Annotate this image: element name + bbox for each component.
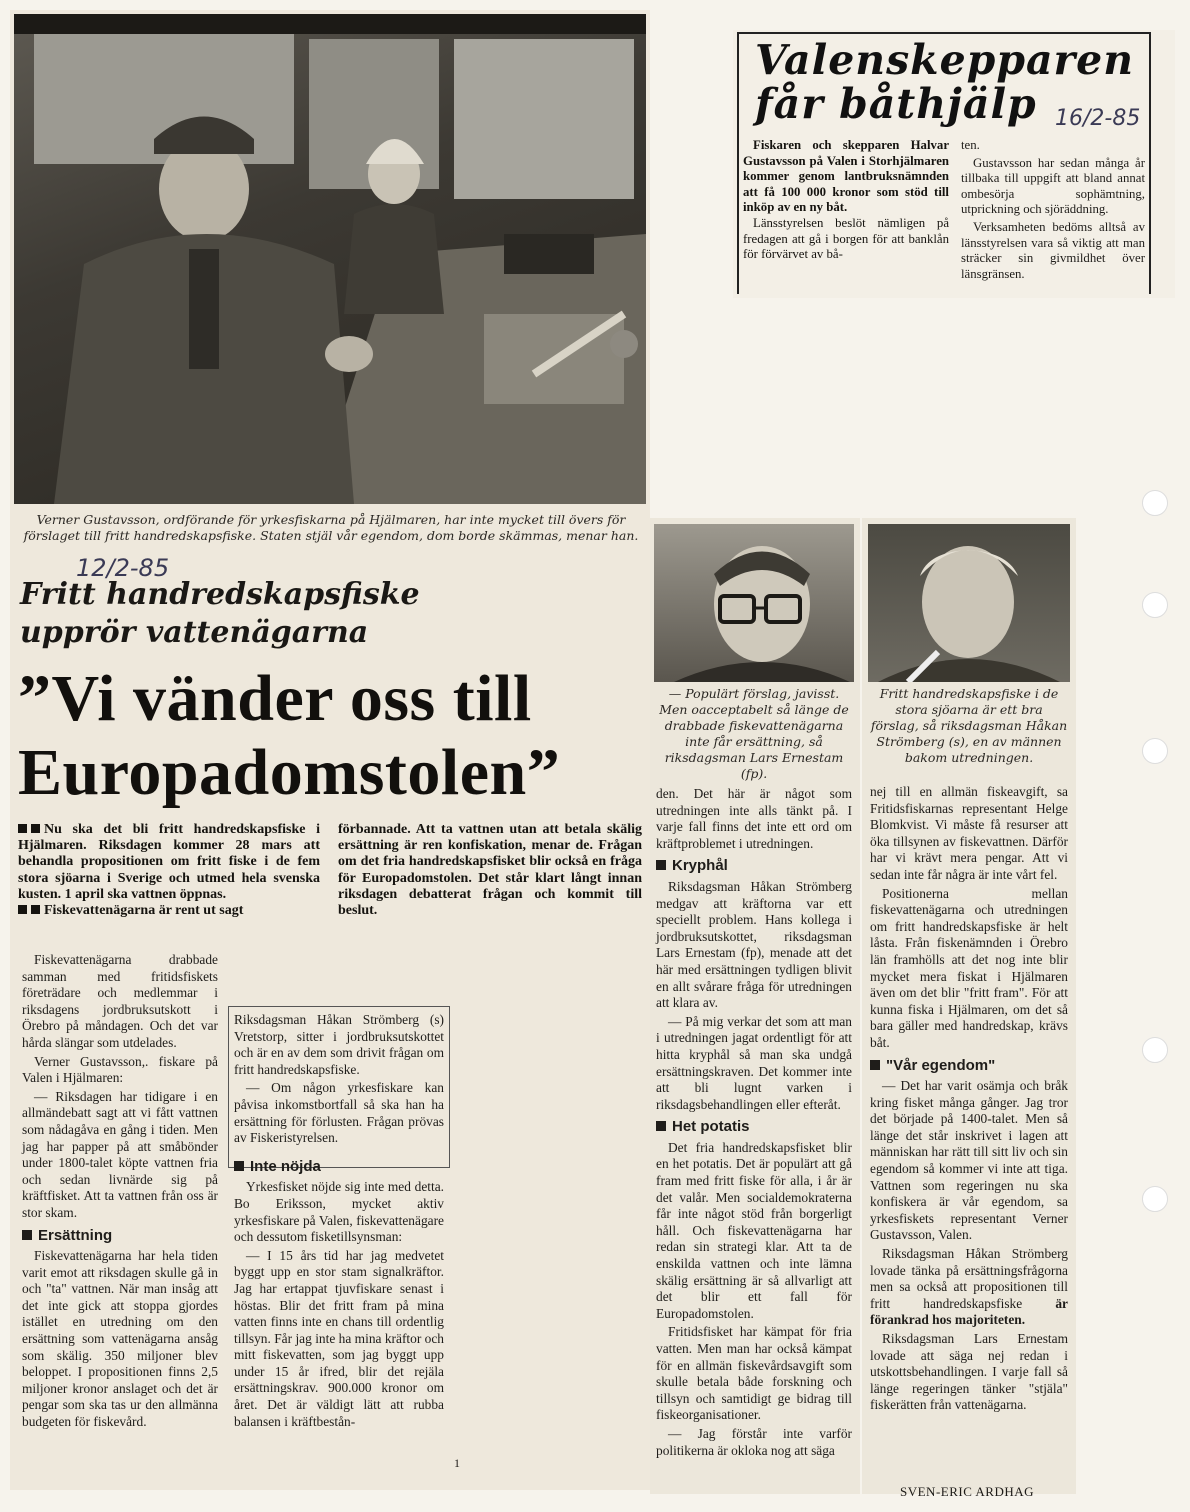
main-photo-caption: Verner Gustavsson, ordförande för yrkesfiskarna på Hjälmaren, har inte mycket till övers för förslaget till fritt handredskapsfiske. Staten stjäl vår egendom, dom borde skämmas, menar han. xyxy=(23,512,639,543)
main-photo-art xyxy=(14,14,646,504)
body-col2 xyxy=(234,1012,444,1432)
box-col2-p1: ten. xyxy=(961,138,980,152)
box-title-line1: Valenskepparen xyxy=(755,36,1135,84)
portrait-right-photo xyxy=(868,524,1070,682)
box-article-clipping xyxy=(733,30,1175,298)
subhead-ersattning-text: Ersättning xyxy=(38,1226,113,1244)
box-date-note: 16/2-85 xyxy=(1055,106,1141,131)
col2-p4: — I 15 års tid har jag medvetet byggt upp en stor stam signalkräftor. Jag har ertappat tjuvfiskare senast i höstas. Blir det fritt fram på mina vatten finns inte en chans till ordentlig tillsyn. Får jag inte ha mina kräftor och mitt fiskevatten, som jag byggt upp under 15 år ifred, blir det rejäla ersättningskrav. 900.000 kronor om året. Det är väldigt lätt att rubba balansen i kräftbestån- xyxy=(234,1247,444,1429)
punch-hole xyxy=(1142,592,1168,618)
portrait-left-photo xyxy=(654,524,854,682)
bullet-square xyxy=(22,1230,32,1240)
portrait-left-art xyxy=(654,524,854,682)
col4-p4a: Riksdagsman Håkan Strömberg lovade tänka på ersättningsfrågorna men sa också att propositionen till fritt handredskapsfiske xyxy=(870,1246,1068,1311)
headline-line2: Europadomstolen” xyxy=(18,736,561,809)
subhead-inte-nojda-text: Inte nöjda xyxy=(250,1157,321,1175)
portrait-left-caption: — Populärt förslag, javisst. Men oacceptabelt så länge de drabbade fiskevattenägarna inte får ersättning, så riksdagsman Lars Ernestam (fp). xyxy=(659,686,849,781)
col3-p3: — På mig verkar det som att man i utredningen jagat ordentligt för att hitta kryphål så man ska undgå ersättningskraven. Det kommer inte att bli lugnt varken i riksdagsbehandlingen eller efteråt. xyxy=(656,1013,852,1112)
col4-p4 xyxy=(870,1246,1068,1329)
main-date-note: 12/2-85 xyxy=(76,554,170,582)
subhead-het-potatis-text: Het potatis xyxy=(672,1118,750,1136)
col1-p4: Fiskevattenägarna har hela tiden varit emot att riksdagen skulle gå in och "ta" vattnen. När man insåg att det inte gick att stoppa gjordes istället en utredning om den ersättning som vattenägarna ansåg som skälig. 350 miljoner blev beloppet. I propositionen finns 2,5 miljoner kronor anslaget och det är pengar som ska tas ur den allmänna budgeten för fiskevård. xyxy=(22,1248,218,1430)
portrait-right-art xyxy=(868,524,1070,682)
col1-intro: Fiskevattenägarna drabbade samman med fritidsfiskets företrädare och medlemmar i riksdagens jordbruksutskott i Örebro på måndagen. Och det var hårda slängar som utdelades. xyxy=(22,952,218,1050)
body-col1 xyxy=(22,952,218,1433)
box-col2-p2: Gustavsson har sedan många år tillbaka till uppgift att bland annat ombesörja sophämtning, utprickning och sjöräddning. xyxy=(961,155,1145,217)
punch-hole xyxy=(1142,738,1168,764)
box-col2-p3: Verksamheten bedöms alltså av länsstyrelsen vara så viktig att man sträcker sin givmildhet över länsgränsen. xyxy=(961,219,1145,281)
col3-p4: Det fria handredskapsfisket blir en het potatis. Det är populärt att gå fram med fritt fiske för alla, i år är det valår. Men socialdemokraterna får inte något stöd från borgerligt håll. Och fiskevattenägarna har redan sin strategi klar. Att ta de enskilda vattnen och inte lämna skälig ersättning är så allvarligt att det blir ett fall för Europadomstolen. xyxy=(656,1139,852,1321)
punch-hole xyxy=(1142,1186,1168,1212)
lead-text-1: Nu ska det bli fritt handredskapsfiske i Hjälmaren. Riksdagen kommer 28 mars att behandla propositionen om fritt fiske i de fem stora sjöarna i Sverige och utmed hela svenska kusten. 1 april ska vattnen öppnas. xyxy=(18,822,320,902)
col2-p3: Yrkesfisket nöjde sig inte med detta. Bo Eriksson, mycket aktiv yrkesfiskare på Valen, fiskevattenägare och dessutom fisketillsynsman: xyxy=(234,1179,444,1245)
kicker-line1: Fritt handredskapsfiske xyxy=(20,577,420,612)
byline: SVEN-ERIC ARDHAG xyxy=(900,1484,1035,1499)
subhead-kryphal-text: Kryphål xyxy=(672,857,728,875)
subhead-var-egendom xyxy=(870,1058,1068,1075)
col1-p2: Verner Gustavsson,. fiskare på Valen i Hjälmaren: xyxy=(22,1053,218,1086)
kicker-line2: upprör vattenägarna xyxy=(20,615,369,650)
col4-p1: nej till en allmän fiskeavgift, sa Fritidsfiskarnas representant Helge Blomkvist. Vi måste få resurser att öka tillsynen av fiskevattnen. Därför har vi krävt mera pengar. Att vi sedan inte får några är inte vårt fel. xyxy=(870,784,1068,882)
punch-hole xyxy=(1142,490,1168,516)
bullet-square xyxy=(656,860,666,870)
col3-p6: — Jag förstår inte varför politikerna är okloka nog att säga xyxy=(656,1425,852,1458)
col4-p4b: är förankrad hos majoriteten. xyxy=(870,1295,1068,1328)
col2-p2: — Om någon yrkesfiskare kan påvisa inkomstbortfall så ska han ha ersättning för förlusten. Frågan prövas av Fiskeristyrelsen. xyxy=(234,1080,444,1146)
box-col1-p2: Länsstyrelsen beslöt nämligen på fredagen att gå i borgen för att banklån för förvärvet av bå- xyxy=(743,215,949,262)
col3-p5: Fritidsfisket har kämpat för fria vatten. Men man har också kämpat för en allmän fiskevårdsavgift som skulle betala både forskning och tillsyn och samtidigt ge bidrag till fiskeorganisationer. xyxy=(656,1324,852,1423)
lead-col1 xyxy=(18,822,320,919)
subhead-var-egendom-text: "Vår egendom" xyxy=(886,1056,996,1074)
col3-p2: Riksdagsman Håkan Strömberg medgav att kräftorna var ett speciellt problem. Hans kollega i jordbruksutskottet, riksdagsman Lars Ernestam (fp), menade att det här med ersättningen tydligen blivit en allt svårare fråga för utredningen att klara av. xyxy=(656,878,852,1011)
box-title-line2: får båthjälp xyxy=(755,80,1037,128)
body-col4 xyxy=(870,784,1068,1416)
lead-text-3: förbannade. Att ta vattnen utan att betala skälig ersättning är ren konfiskation, menar de. Frågan om det fria handredskapsfisket blir också en fråga för Europadomstolen. Det står klart långt innan riksdagen debatterat frågan och kommit till beslut. xyxy=(338,822,642,919)
lead-col2 xyxy=(338,822,642,919)
bullet-square xyxy=(656,1121,666,1131)
col4-p5: Riksdagsman Lars Ernestam lovade att säga nej redan i utskottsbehandlingen. I varje fall så länge regeringen tänker "stjäla" fiskerätten från vattenägarna. xyxy=(870,1331,1068,1413)
bullet-square xyxy=(31,905,40,914)
bullet-square xyxy=(31,824,40,833)
lead-p2 xyxy=(18,903,320,919)
headline-line1: ”Vi vänder oss till xyxy=(18,662,532,735)
bullet-square xyxy=(18,824,27,833)
box-col1-p1: Fiskaren och skepparen Halvar Gustavsson på Valen i Storhjälmaren kommer genom lantbruksnämnden att få 100 000 kronor som stöd till inköp av en ny båt. xyxy=(743,138,949,215)
col3-p1: den. Det här är något som utredningen inte alls tänkt på. I varje fall finns det inte ett ord om kräftproblemet i utredningen. xyxy=(656,786,852,851)
body-col3 xyxy=(656,786,852,1461)
lead-p1 xyxy=(18,822,320,903)
bullet-square xyxy=(234,1161,244,1171)
punch-hole xyxy=(1142,1037,1168,1063)
main-kicker xyxy=(20,576,420,652)
subhead-inte-nojda xyxy=(234,1159,444,1176)
col1-p3: — Riksdagen har tidigare i en allmändebatt sagt att vi fått vattnen som nådagåva en gång i tiden. Men jag har papper på att småbönder under 1800-talet köpte vattnen fria och sedan livnärde sig på kräftfisket. Att ta vattnen från oss är stor skam. xyxy=(22,1088,218,1220)
bullet-square xyxy=(18,905,27,914)
portrait-right-caption: Fritt handredskapsfiske i de stora sjöarna är ett bra förslag, så riksdagsman Håkan Strömberg (s), en av männen bakom utredningen. xyxy=(870,686,1068,765)
subhead-ersattning xyxy=(22,1228,218,1245)
bullet-square xyxy=(870,1060,880,1070)
box-article-col2 xyxy=(961,138,1145,284)
main-headline xyxy=(18,662,560,810)
lead-text-2: Fiskevattenägarna är rent ut sagt xyxy=(44,903,244,919)
subhead-kryphal xyxy=(656,858,852,875)
page-mark: 1 xyxy=(454,1456,460,1470)
subhead-het-potatis xyxy=(656,1119,852,1136)
col4-p2: Positionerna mellan fiskevattenägarna och utredningen om fritt handredskapsfiske är helt låsta. Från fiskenämnden i Örebro län framhölls att det nog inte blir mycket mera fiskat i Hjälmaren även om det blir "fritt fram". För att kunna fiska i Hjälmaren, om det så bara gäller med handredskap, krävs båt. xyxy=(870,885,1068,1050)
main-photo xyxy=(14,14,646,504)
col2-p1: Riksdagsman Håkan Strömberg (s) Vretstorp, sitter i jordbruksutskottet och är en av dem som drivit frågan om fritt handredskapsfiske. xyxy=(234,1012,444,1077)
col4-p3: — Det har varit osämja och bråk kring fisket många gånger. Jag tror det började på 1400-talet. Men så länge det står inskrivet i lagen att människan har rätt till sitt liv och sin egendom så kommer vi inte att tiga. Vattnen som regeringen nu ska konfiskera är vår egendom, sa yrkesfiskets representant Verner Gustavsson, Valen. xyxy=(870,1078,1068,1243)
box-article-col1 xyxy=(743,138,949,263)
